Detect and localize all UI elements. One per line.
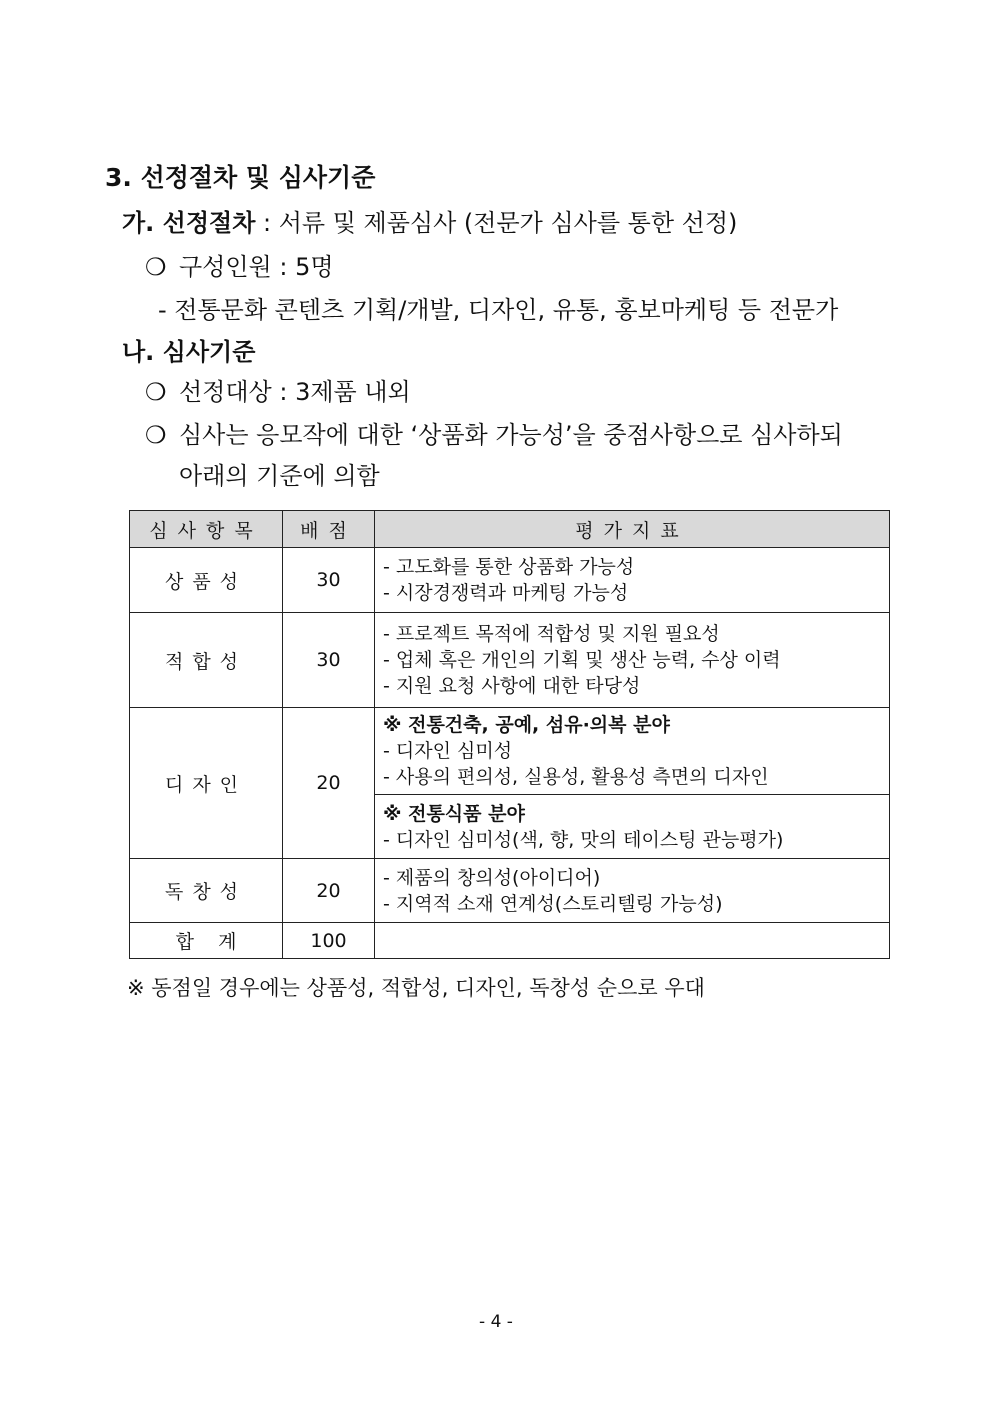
table-row (130, 708, 890, 795)
subcategory-title: ※ 전통식품 분야 (383, 802, 525, 825)
procedure-line (122, 208, 737, 238)
procedure-text: : 서류 및 제품심사 (전문가 심사를 통한 선정) (255, 209, 738, 237)
item-cell: 적합성 (130, 613, 283, 708)
members-line (145, 252, 334, 282)
indicator-cell (375, 708, 890, 795)
indicator-line: - 프로젝트 목적에 적합성 및 지원 필요성 (383, 623, 720, 645)
subcategory-title: ※ 전통건축, 공예, 섬유·의복 분야 (383, 714, 670, 736)
indicator-cell (375, 548, 890, 613)
circle-bullet-icon: ❍ (145, 253, 167, 281)
total-score: 100 (283, 923, 375, 959)
header-item: 심사항목 (130, 511, 283, 548)
desc-text-1: 심사는 응모작에 대한 ‘상품화 가능성’을 중점사항으로 심사하되 (179, 421, 843, 449)
table-row (130, 613, 890, 708)
total-label: 합 계 (130, 923, 283, 959)
indicator-cell (375, 859, 890, 923)
score-cell: 20 (283, 708, 375, 859)
table-total-row (130, 923, 890, 959)
circle-bullet-icon: ❍ (145, 378, 167, 406)
item-cell: 독창성 (130, 859, 283, 923)
desc-line-1 (145, 420, 843, 450)
footnote: ※ 동점일 경우에는 상품성, 적합성, 디자인, 독창성 순으로 우대 (127, 976, 705, 1000)
experts-line: - 전통문화 콘텐츠 기획/개발, 디자인, 유통, 홍보마케팅 등 전문가 (158, 296, 839, 324)
desc-line-2: 아래의 기준에 의함 (179, 462, 380, 490)
table-row (130, 859, 890, 923)
indicator-line: - 디자인 심미성(색, 향, 맛의 테이스팅 관능평가) (383, 828, 784, 851)
indicator-line: - 지역적 소재 연계성(스토리텔링 가능성) (383, 892, 723, 915)
target-line (145, 377, 411, 407)
indicator-line: - 시장경쟁력과 마케팅 가능성 (383, 582, 629, 604)
criteria-heading: 나. 심사기준 (122, 338, 256, 366)
table-row (130, 548, 890, 613)
total-empty-cell (375, 923, 890, 959)
table-header-row (130, 511, 890, 548)
indicator-line: - 제품의 창의성(아이디어) (383, 866, 601, 889)
criteria-table (129, 510, 890, 959)
page-number: - 4 - (479, 1312, 513, 1332)
score-cell: 20 (283, 859, 375, 923)
indicator-cell (375, 795, 890, 859)
score-cell: 30 (283, 548, 375, 613)
circle-bullet-icon: ❍ (145, 421, 167, 449)
indicator-line: - 지원 요청 사항에 대한 타당성 (383, 675, 641, 697)
indicator-line: - 고도화를 통한 상품화 가능성 (383, 556, 635, 578)
indicator-line: - 업체 혹은 개인의 기획 및 생산 능력, 수상 이력 (383, 649, 781, 671)
score-cell: 30 (283, 613, 375, 708)
header-score: 배점 (283, 511, 375, 548)
members-text: 구성인원 : 5명 (179, 253, 334, 281)
item-cell: 상품성 (130, 548, 283, 613)
section-title: 3. 선정절차 및 심사기준 (105, 163, 376, 192)
header-indicators: 평가지표 (375, 511, 890, 548)
item-cell: 디자인 (130, 708, 283, 859)
target-text: 선정대상 : 3제품 내외 (179, 378, 411, 406)
indicator-line: - 디자인 심미성 (383, 740, 513, 762)
indicator-line: - 사용의 편의성, 실용성, 활용성 측면의 디자인 (383, 766, 769, 788)
procedure-heading: 가. 선정절차 (122, 209, 256, 237)
indicator-cell (375, 613, 890, 708)
